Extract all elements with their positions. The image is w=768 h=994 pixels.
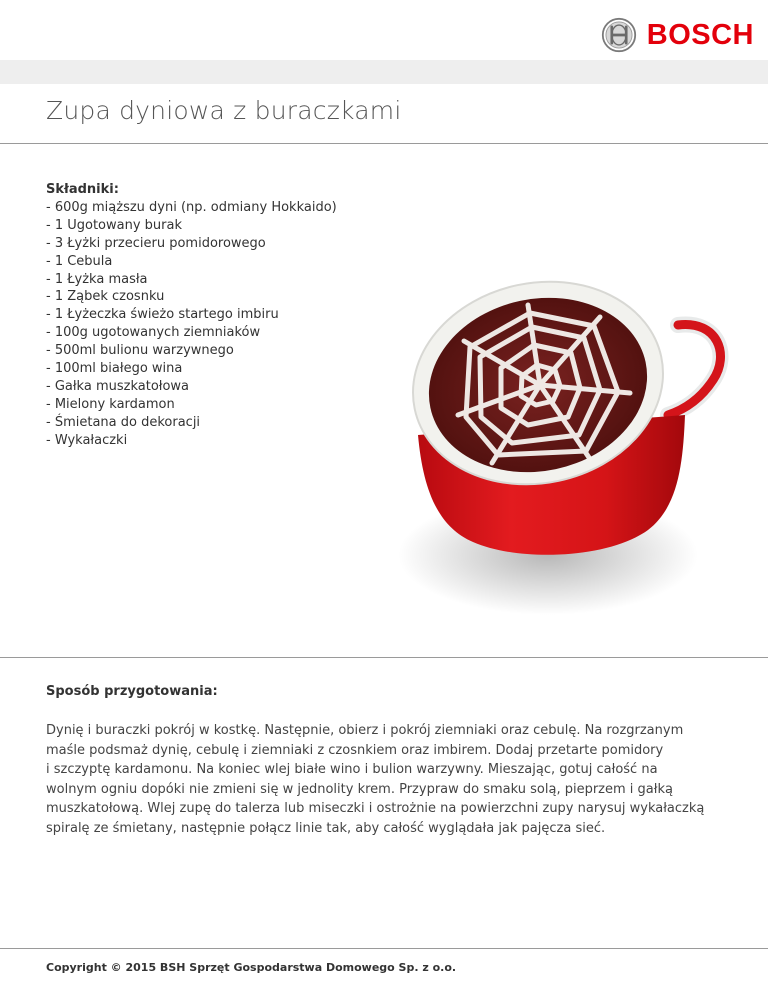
ingredient-item: - 600g miąższu dyni (np. odmiany Hokkaido) (46, 199, 337, 215)
ingredient-item: - Gałka muszkatołowa (46, 378, 190, 394)
ingredient-item: - Śmietana do dekoracji (46, 414, 201, 430)
copyright-text: Copyright © 2015 BSH Sprzęt Gospodarstwa Domowego Sp. z o.o. (46, 961, 457, 974)
ingredient-item: - 500ml bulionu warzywnego (46, 343, 234, 359)
soup-mug-photo (378, 265, 730, 650)
ingredients-heading: Składniki: (46, 182, 119, 197)
ingredient-item: - Wykałaczki (46, 432, 128, 448)
ingredient-item: - 1 Ugotowany burak (46, 217, 182, 233)
method-heading: Sposób przygotowania: (46, 684, 218, 699)
bosch-armature-icon (601, 17, 637, 53)
divider-top (0, 143, 768, 144)
divider-bottom (0, 948, 768, 949)
divider-middle (0, 657, 768, 658)
ingredient-item: - 1 Łyżeczka świeżo startego imbiru (46, 307, 279, 323)
ingredient-item: - 3 Łyżki przecieru pomidorowego (46, 235, 266, 251)
ingredient-item: - 1 Łyżka masła (46, 271, 148, 287)
brand-wordmark: BOSCH (646, 18, 754, 51)
recipe-title: Zupa dyniowa z buraczkami (46, 96, 402, 125)
header-band (0, 60, 768, 84)
ingredient-item: - 1 Cebula (46, 253, 113, 269)
ingredient-item: - 1 Ząbek czosnku (46, 289, 165, 305)
brand-logo (601, 14, 754, 56)
ingredients-list (46, 199, 337, 450)
ingredient-item: - 100ml białego wina (46, 361, 183, 377)
ingredients-section (46, 181, 337, 450)
ingredient-item: - Mielony kardamon (46, 396, 175, 412)
method-text: Dynię i buraczki pokrój w kostkę. Następnie, obierz i pokrój ziemniaki oraz cebulę. Na rozgrzanym maśle podsmaż dynię, cebulę i ziemniaki z czosnkiem oraz imbirem. Dodaj przetarte pomidory i szczyptę kardamonu. Na koniec wlej białe wino i bulion warzywny. Mieszając, gotuj całość na wolnym ogniu dopóki nie zmieni się w jednolity krem. Przypraw do smaku solą, pieprzem i gałką muszkatołową. Wlej zupę do talerza lub miseczki i ostrożnie na powierzchni zupy narysuj wykałaczką spiralę ze śmietany, następnie połącz linie tak, aby całość wyglądała jak pajęcza sieć. (46, 723, 705, 836)
ingredient-item: - 100g ugotowanych ziemniaków (46, 325, 261, 341)
